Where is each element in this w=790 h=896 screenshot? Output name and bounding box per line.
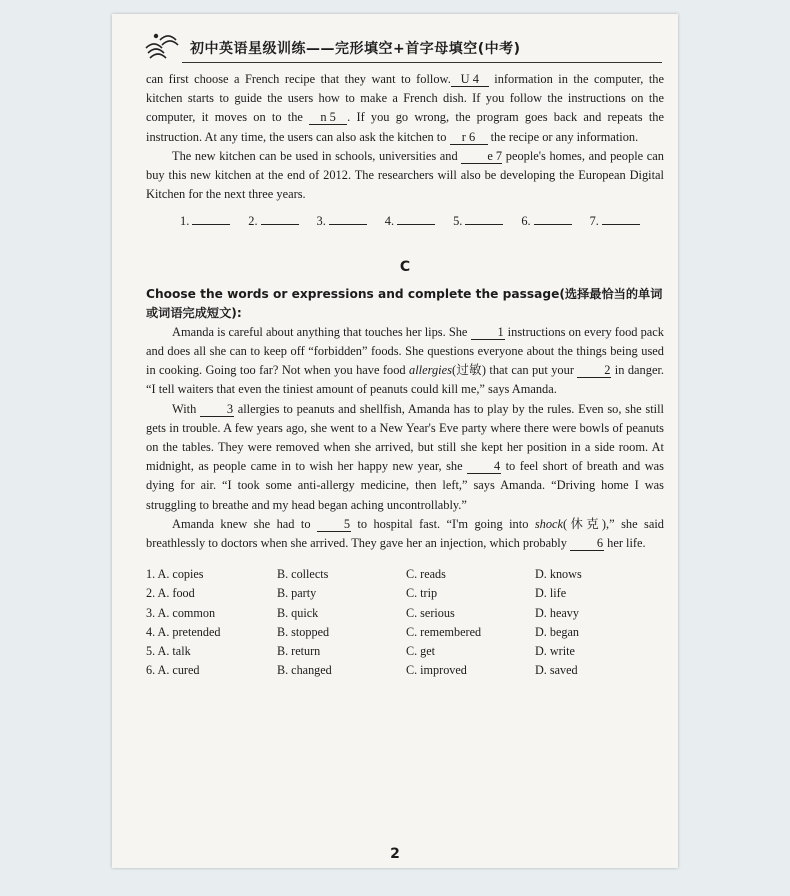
option[interactable]: D. saved (534, 663, 578, 678)
option[interactable]: D. heavy (534, 605, 579, 620)
option[interactable]: C. reads (405, 567, 446, 582)
page-header (142, 28, 662, 68)
answer-slot[interactable]: 5. (453, 212, 503, 231)
header-divider (182, 62, 662, 63)
blank-c5[interactable]: 5 (317, 517, 351, 532)
option-row (146, 565, 664, 584)
option[interactable]: D. knows (534, 567, 582, 582)
option-row (146, 623, 664, 642)
option[interactable]: 1. A. copies (146, 567, 204, 582)
passage-c-paragraph-3: Amanda knew she had to 5 to hospital fast. “I'm going into shock(休克),” she said breathlessly to doctors when she arrived. They gave her an injection, which probably 6 her life. (146, 516, 664, 551)
blank-6[interactable]: r 6 (450, 130, 488, 145)
answer-slot[interactable]: 6. (521, 212, 571, 231)
option[interactable]: 2. A. food (146, 586, 195, 601)
book-logo-icon (142, 30, 182, 64)
answer-slot[interactable]: 4. (385, 212, 435, 231)
option[interactable]: B. stopped (276, 624, 330, 639)
passage-c-paragraph-1: Amanda is careful about anything that touches her lips. She 1 instructions on every food pack and does all she can to keep off “forbidden” foods. She questions everyone about the things being used in cooking. Going too far? Not when you have food allergies(过敏) that can put your 2 in danger. “I tell waiters that even the tiniest amount of peanuts could kill me,” says Amanda. (146, 324, 664, 397)
option[interactable]: D. write (534, 644, 575, 659)
option[interactable]: B. return (276, 644, 321, 659)
option[interactable]: B. quick (276, 605, 319, 620)
blank-5[interactable]: n 5 (309, 110, 347, 125)
option[interactable]: 4. A. pretended (146, 624, 221, 639)
section-c-instruction: Choose the words or expressions and complete the passage(选择最恰当的单词或词语完成短文): (146, 286, 663, 320)
option[interactable]: C. improved (405, 663, 467, 678)
passage-b-paragraph-1: can first choose a French recipe that they want to follow. U 4 information in the computer, the kitchen starts to guide the users how to make a French dish. If you follow the instructions on the computer, it moves on to the n 5 . If you go wrong, the program goes back and repeats the instruction. At any time, the users can also ask the kitchen to r 6 the recipe or any information. (146, 72, 664, 144)
blank-c2[interactable]: 2 (577, 363, 611, 378)
option[interactable]: C. trip (405, 586, 438, 601)
page-content (146, 70, 664, 680)
option-row (146, 661, 664, 680)
option-row (146, 584, 664, 603)
option[interactable]: B. changed (276, 663, 332, 678)
blank-4[interactable]: U 4 (451, 72, 489, 87)
passage-b-paragraph-2: The new kitchen can be used in schools, universities and e 7 people's homes, and people can buy this new kitchen at the end of 2012. The researchers will also be developing the European Digital Kitchen for the next three years. (146, 148, 664, 202)
answer-slot[interactable]: 2. (248, 212, 298, 231)
page-number: 2 (390, 846, 400, 862)
book-page (112, 14, 678, 868)
blank-c1[interactable]: 1 (471, 325, 505, 340)
answer-slot[interactable]: 1. (180, 212, 230, 231)
option[interactable]: C. get (405, 644, 436, 659)
option[interactable]: 3. A. common (146, 605, 216, 620)
blank-7[interactable]: e 7 (461, 149, 502, 164)
option[interactable]: 5. A. talk (146, 644, 191, 659)
option[interactable]: B. party (276, 586, 317, 601)
option-row (146, 604, 664, 623)
option[interactable]: D. life (534, 586, 567, 601)
answer-options (146, 565, 664, 680)
header-title: 初中英语星级训练——完形填空+首字母填空(中考) (190, 41, 521, 57)
option[interactable]: B. collects (276, 567, 329, 582)
section-c-heading: C (399, 258, 411, 275)
option[interactable]: 6. A. cured (146, 663, 200, 678)
answer-slot[interactable]: 7. (590, 212, 640, 231)
answer-slot[interactable]: 3. (317, 212, 367, 231)
option[interactable]: C. serious (405, 605, 455, 620)
option[interactable]: D. began (534, 624, 579, 639)
option[interactable]: C. remembered (405, 624, 482, 639)
answer-lines (146, 212, 640, 231)
passage-c-paragraph-2: With 3 allergies to peanuts and shellfish, Amanda has to play by the rules. Even so, she still gets in trouble. A few years ago, she went to a New Year's Eve party where there were bowls of peanuts on the tables. They were removed when she arrived, but still she kept her position in a side room. At midnight, as people came in to wish her happy new year, she 4 to feel short of breath and was dying for air. “I took some anti-allergy medicine, then left,” says Amanda. “Driving home I was struggling to breathe and my head began aching uncontrollably.” (146, 401, 664, 512)
option-row (146, 642, 664, 661)
blank-c3[interactable]: 3 (200, 402, 234, 417)
blank-c4[interactable]: 4 (467, 459, 501, 474)
blank-c6[interactable]: 6 (570, 536, 604, 551)
